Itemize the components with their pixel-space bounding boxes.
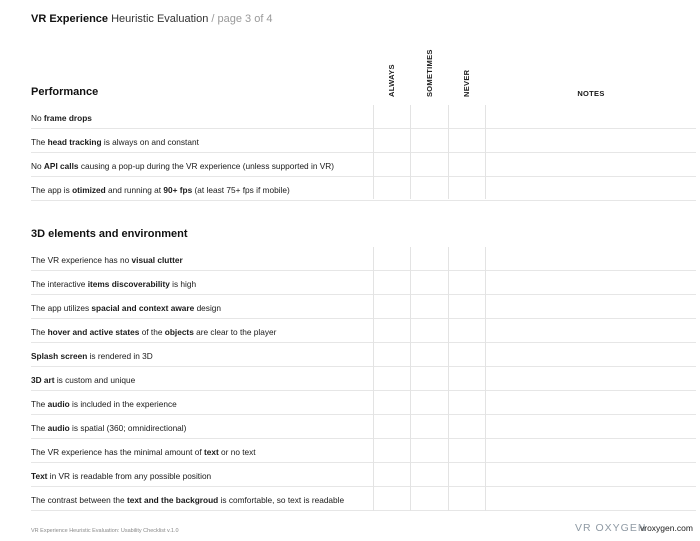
header-page-label: / page 3 of 4 — [208, 13, 273, 25]
checklist-item-label — [31, 303, 221, 313]
grid-line — [373, 247, 374, 511]
checklist-row — [31, 463, 696, 487]
checklist-item-label — [31, 399, 177, 409]
label-text: is spatial (360; omnidirectional) — [69, 423, 187, 433]
label-emphasis: audio — [47, 423, 70, 433]
label-text: No — [31, 113, 44, 123]
label-text: The app utilizes — [31, 303, 92, 313]
label-text: The contrast between the — [31, 495, 127, 505]
label-emphasis: Splash screen — [31, 351, 88, 361]
grid-line — [485, 247, 486, 511]
label-emphasis: head tracking — [47, 137, 102, 147]
label-emphasis: spacial and context aware — [91, 303, 195, 313]
checklist-row — [31, 129, 696, 153]
label-emphasis: visual clutter — [131, 255, 183, 265]
grid-line — [410, 247, 411, 511]
checklist-row — [31, 247, 696, 271]
label-text: No — [31, 161, 44, 171]
checklist-row — [31, 367, 696, 391]
column-header-sometimes: SOMETIMES — [425, 49, 434, 97]
label-text: is comfortable, so text is readable — [218, 495, 345, 505]
column-header-never: NEVER — [462, 69, 471, 97]
grid-line — [373, 105, 374, 199]
label-emphasis: hover and active states — [47, 327, 140, 337]
label-text: The — [31, 423, 48, 433]
column-header-always: ALWAYS — [387, 64, 396, 97]
checklist-item-label — [31, 471, 211, 481]
label-text: are clear to the player — [193, 327, 277, 337]
checklist-row — [31, 105, 696, 129]
checklist-item-label — [31, 255, 183, 265]
label-emphasis: frame drops — [43, 113, 92, 123]
vr-oxygen-logo: VR OXYGEN — [575, 522, 647, 534]
label-emphasis: items discoverability — [87, 279, 170, 289]
label-text: is always on and constant — [101, 137, 199, 147]
label-text: The app is — [31, 185, 73, 195]
checklist-item-label — [31, 137, 199, 147]
checklist-item-label — [31, 495, 344, 505]
checklist-item-label — [31, 185, 290, 195]
label-text: in VR is readable from any possible position — [47, 471, 212, 481]
label-text: The VR experience has no — [31, 255, 132, 265]
label-text: The VR experience has the minimal amount of — [31, 447, 204, 457]
section-title-3d-elements: 3D elements and environment — [31, 228, 188, 240]
label-text: is custom and unique — [54, 375, 136, 385]
3d-elements-checklist — [31, 247, 696, 511]
label-emphasis: audio — [47, 399, 70, 409]
checklist-row — [31, 415, 696, 439]
page-header — [31, 13, 273, 25]
label-text: or no text — [218, 447, 256, 457]
column-header-notes: NOTES — [577, 89, 605, 98]
checklist-item-label — [31, 423, 186, 433]
label-emphasis: objects — [164, 327, 194, 337]
checklist-item-label — [31, 279, 196, 289]
header-title-bold: VR Experience — [31, 13, 109, 25]
label-text: The — [31, 137, 48, 147]
label-emphasis: text and the backgroud — [126, 495, 219, 505]
section-title-performance: Performance — [31, 86, 99, 98]
footer-caption: VR Experience Heuristic Evaluation: Usability Checklist v.1.0 — [31, 528, 179, 534]
label-text: The interactive — [31, 279, 88, 289]
footer-site-link[interactable]: vroxygen.com — [640, 523, 693, 533]
label-emphasis: Text — [31, 471, 48, 481]
label-text: The — [31, 327, 48, 337]
checklist-row — [31, 487, 696, 511]
label-text: is high — [169, 279, 197, 289]
checklist-item-label — [31, 161, 334, 171]
checklist-row — [31, 391, 696, 415]
label-emphasis: otimized — [72, 185, 106, 195]
checklist-row — [31, 439, 696, 463]
checklist-item-label — [31, 113, 92, 123]
checklist-item-label — [31, 447, 256, 457]
grid-line — [485, 105, 486, 199]
label-emphasis: 90+ fps — [163, 185, 193, 195]
label-emphasis: text — [203, 447, 219, 457]
label-text: of the — [139, 327, 165, 337]
checklist-item-label — [31, 351, 153, 361]
grid-line — [410, 105, 411, 199]
label-emphasis: API calls — [43, 161, 79, 171]
header-title-rest: Heuristic Evaluation — [108, 13, 209, 25]
label-text: causing a pop-up during the VR experience (unless supported in VR) — [78, 161, 335, 171]
label-text: design — [194, 303, 222, 313]
label-text: is rendered in 3D — [87, 351, 153, 361]
performance-checklist — [31, 105, 696, 201]
label-text: is included in the experience — [69, 399, 177, 409]
checklist-row — [31, 177, 696, 201]
grid-line — [448, 247, 449, 511]
label-text: The — [31, 399, 48, 409]
checklist-row — [31, 319, 696, 343]
label-text: and running at — [105, 185, 164, 195]
checklist-item-label — [31, 327, 276, 337]
checklist-item-label — [31, 375, 135, 385]
checklist-row — [31, 153, 696, 177]
checklist-row — [31, 295, 696, 319]
grid-line — [448, 105, 449, 199]
checklist-row — [31, 343, 696, 367]
label-emphasis: 3D art — [31, 375, 55, 385]
label-text: (at least 75+ fps if mobile) — [192, 185, 290, 195]
checklist-row — [31, 271, 696, 295]
